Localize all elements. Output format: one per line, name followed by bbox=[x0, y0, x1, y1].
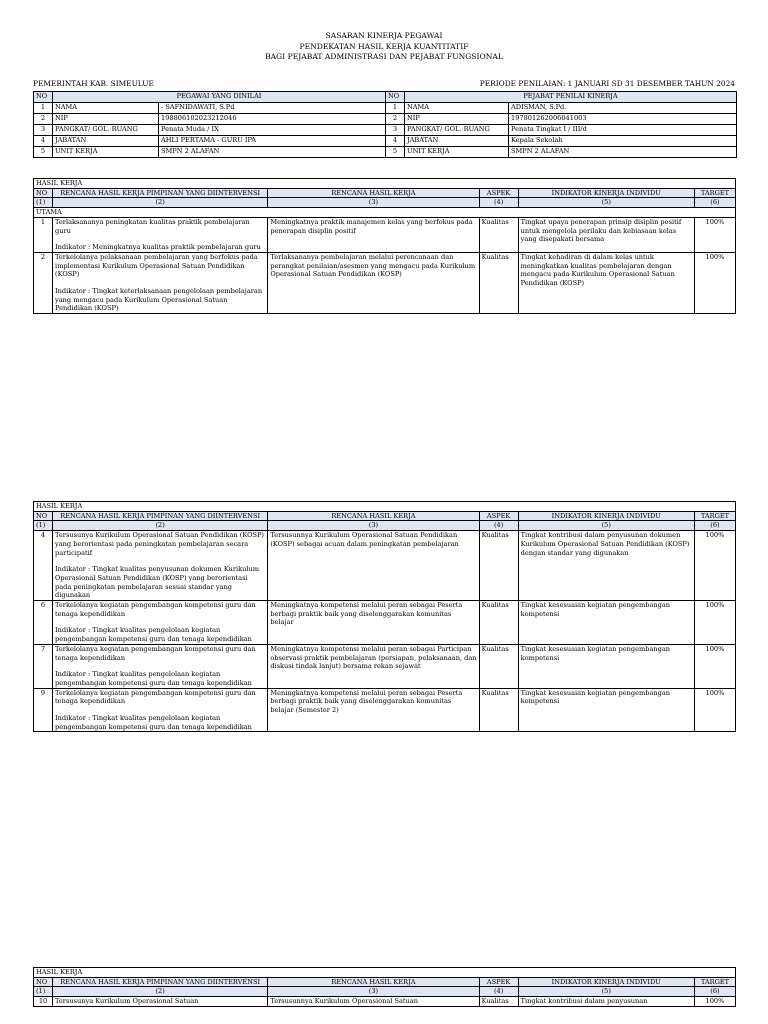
spacer bbox=[55, 706, 265, 714]
info-no: 2 bbox=[386, 114, 405, 125]
hasil-kerja-table-2 bbox=[33, 501, 736, 732]
target: 100% bbox=[694, 252, 735, 313]
table-row bbox=[34, 644, 736, 688]
info-label: NAMA bbox=[405, 103, 509, 114]
table-row bbox=[34, 217, 736, 252]
aspek: Kualitas bbox=[479, 688, 518, 732]
column-header: INDIKATOR KINERJA INDIVIDU bbox=[518, 511, 694, 521]
rencana-hasil-kerja: Meningkatnya praktik manajemen kelas yang berfokus pada penerapan disiplin positif bbox=[268, 217, 479, 252]
aspek: Kualitas bbox=[479, 252, 518, 313]
info-no: 1 bbox=[386, 103, 405, 114]
column-header: TARGET bbox=[694, 188, 735, 198]
spacer bbox=[55, 618, 265, 626]
column-number: (5) bbox=[518, 987, 694, 997]
hasil-kerja-table-1 bbox=[33, 178, 736, 314]
penilai-value: SMPN 2 ALAFAN bbox=[509, 147, 737, 158]
employee-info-table bbox=[33, 91, 737, 158]
indikator-pimpinan: Indikator : Tingkat keterlaksanaan pengelolaan pembelajaran yang mengacu pada Kurikulum Operasional Satuan Pendidikan (KOSP) bbox=[55, 287, 263, 313]
aspek: Kualitas bbox=[479, 644, 518, 688]
periode-label: PERIODE PENILAIAN: 1 JANUARI SD 31 DESEMBER TAHUN 2024 bbox=[479, 79, 735, 88]
column-number: (4) bbox=[479, 987, 518, 997]
column-header: NO bbox=[34, 188, 53, 198]
column-number: (2) bbox=[53, 987, 268, 997]
rencana-hasil-kerja: Meningkatnya kompetensi melalui peran sebagai Participan observasi praktik pembelajaran (persiapan, pelaksanaan, dan diskusi tindak lanjut) bersama rekan sejawat bbox=[268, 644, 479, 688]
column-header: NO bbox=[34, 977, 53, 987]
info-label: PANGKAT/ GOL. RUANG bbox=[53, 125, 159, 136]
column-header: ASPEK bbox=[479, 511, 518, 521]
hasil-kerja-label: HASIL KERJA bbox=[34, 179, 736, 189]
pegawai-value: AHLI PERTAMA - GURU IPA bbox=[159, 136, 386, 147]
column-number: (2) bbox=[53, 521, 268, 531]
table-row bbox=[34, 688, 736, 732]
column-header: ASPEK bbox=[479, 188, 518, 198]
rencana-pimpinan-cell bbox=[53, 217, 268, 252]
indikator-pimpinan: Indikator : Tingkat kualitas pengelolaan kegiatan pengembangan kompetensi guru dan tenaga kependidikan bbox=[55, 626, 252, 644]
aspek: Kualitas bbox=[479, 217, 518, 252]
rencana-pimpinan-cell bbox=[53, 252, 268, 313]
info-label: NAMA bbox=[53, 103, 159, 114]
column-number: (2) bbox=[53, 198, 268, 208]
spacer bbox=[55, 662, 265, 670]
target: 100% bbox=[694, 688, 735, 732]
rencana-hasil-kerja: Terlaksananya pembelajaran melalui perencanaan dan perangkat penilaian/asesmen yang mengacu pada Kurikulum Operasional Satuan Pendidikan (KOSP) bbox=[268, 252, 479, 313]
column-header: ASPEK bbox=[479, 977, 518, 987]
rencana-hasil-kerja: Meningkatnya kompetensi melalui peran sebagai Peserta berbagi praktik baik yang diselenggarakan komunitas belajar (Semester 2) bbox=[268, 688, 479, 732]
column-header: RENCANA HASIL KERJA bbox=[268, 188, 479, 198]
target: 100% bbox=[694, 601, 735, 645]
rencana-pimpinan-cell bbox=[53, 601, 268, 645]
row-no: 4 bbox=[34, 531, 53, 601]
spacer bbox=[55, 557, 265, 565]
info-label: NIP bbox=[53, 114, 159, 125]
rencana-hasil-kerja: Meningkatnya kompetensi melalui peran sebagai Peserta berbagi praktik baik yang diselenggarakan komunitas belajar bbox=[268, 601, 479, 645]
title-line-2: PENDEKATAN HASIL KERJA KUANTITATIF bbox=[299, 41, 469, 51]
column-number-row bbox=[34, 198, 736, 208]
column-number: (4) bbox=[479, 521, 518, 531]
rencana-pimpinan: Tersusunya Kurikulum Operasional Satuan Pendidikan (KOSP) yang berorientasi pada peningkatan pembelajaran secara participatif bbox=[55, 531, 264, 557]
meta-row bbox=[33, 79, 735, 88]
info-row bbox=[34, 125, 737, 136]
info-no: 5 bbox=[34, 147, 53, 158]
column-number: (3) bbox=[268, 198, 479, 208]
column-number-row bbox=[34, 987, 736, 997]
penilai-value: Penata Tingkat I / III/d bbox=[509, 125, 737, 136]
rencana-pimpinan: Terkelolanya kegiatan pengembangan kompetensi guru dan tenaga kependidikan bbox=[55, 644, 256, 662]
column-header: INDIKATOR KINERJA INDIVIDU bbox=[518, 977, 694, 987]
info-row bbox=[34, 114, 737, 125]
rencana-pimpinan-cell bbox=[53, 688, 268, 732]
column-number: (1) bbox=[34, 198, 53, 208]
rencana-pimpinan: Tersusunya Kurikulum Operasional Satuan bbox=[55, 997, 199, 1006]
indikator-kinerja: Tingkat kesesuaian kegiatan pengembangan kompetensi bbox=[518, 601, 694, 645]
rencana-pimpinan: Terkelolanya kegiatan pengembangan kompetensi guru dan tenaga kependidikan bbox=[55, 601, 256, 618]
utama-label: UTAMA bbox=[34, 208, 736, 218]
table-row bbox=[34, 252, 736, 313]
column-header: RENCANA HASIL KERJA PIMPINAN YANG DIINTERVENSI bbox=[53, 188, 268, 198]
column-number: (4) bbox=[479, 198, 518, 208]
hasil-kerja-label: HASIL KERJA bbox=[34, 968, 736, 978]
instansi-label: PEMERINTAH KAB. SIMEULUE bbox=[33, 79, 154, 88]
row-no: 10 bbox=[34, 997, 53, 1007]
column-header: RENCANA HASIL KERJA PIMPINAN YANG DIINTERVENSI bbox=[53, 977, 268, 987]
row-no: 2 bbox=[34, 252, 53, 313]
indikator-kinerja: Tingkat kehadiran di dalam kelas untuk meningkatkan kualitas pembelajaran dengan mengacu pada Kurikulum Operasional Satuan Pendidikan (KOSP) bbox=[518, 252, 694, 313]
info-no: 5 bbox=[386, 147, 405, 158]
info-no: 2 bbox=[34, 114, 53, 125]
info-row bbox=[34, 103, 737, 114]
column-number: (6) bbox=[694, 198, 735, 208]
column-number: (1) bbox=[34, 987, 53, 997]
column-number: (1) bbox=[34, 521, 53, 531]
info-no: 3 bbox=[386, 125, 405, 136]
column-header: RENCANA HASIL KERJA bbox=[268, 511, 479, 521]
column-number: (5) bbox=[518, 521, 694, 531]
row-no: 9 bbox=[34, 688, 53, 732]
column-header: RENCANA HASIL KERJA bbox=[268, 977, 479, 987]
target: 100% bbox=[694, 531, 735, 601]
target: 100% bbox=[694, 217, 735, 252]
column-number: (6) bbox=[694, 521, 735, 531]
spacer bbox=[55, 235, 265, 243]
info-no: 1 bbox=[34, 103, 53, 114]
target: 100% bbox=[694, 997, 735, 1007]
column-header-row bbox=[34, 511, 736, 521]
pegawai-value: SMPN 2 ALAFAN bbox=[159, 147, 386, 158]
spacer bbox=[55, 279, 265, 287]
info-no-header: NO bbox=[34, 92, 53, 103]
pegawai-heading: PEGAWAI YANG DINILAI bbox=[53, 92, 386, 103]
indikator-pimpinan: Indikator : Tingkat kualitas pengelolaan kegiatan pengembangan kompetensi guru dan tenaga kependidikan bbox=[55, 714, 252, 731]
column-header-row bbox=[34, 188, 736, 198]
indikator-kinerja: Tingkat kesesuaian kegiatan pengembangan kompetensi bbox=[518, 688, 694, 732]
rencana-pimpinan-cell bbox=[53, 644, 268, 688]
title-line-1: SASARAN KINERJA PEGAWAI bbox=[325, 31, 443, 40]
info-no-header: NO bbox=[386, 92, 405, 103]
row-no: 6 bbox=[34, 601, 53, 645]
row-no: 1 bbox=[34, 217, 53, 252]
info-no: 3 bbox=[34, 125, 53, 136]
info-no: 4 bbox=[34, 136, 53, 147]
info-label: NIP bbox=[405, 114, 509, 125]
column-number: (5) bbox=[518, 198, 694, 208]
target: 100% bbox=[694, 644, 735, 688]
table-row bbox=[34, 601, 736, 645]
column-header: TARGET bbox=[694, 977, 735, 987]
pegawai-value: - SAFNIDAWATI, S.Pd bbox=[159, 103, 386, 114]
indikator-kinerja: Tingkat kontribusi dalam penyusunan bbox=[518, 997, 694, 1007]
indikator-kinerja: Tingkat upaya penerapan prinsip disiplin positif untuk mengelola perilaku dan kebiasaan kelas yang disepakati bersama bbox=[518, 217, 694, 252]
info-label: PANGKAT/ GOL. RUANG bbox=[405, 125, 509, 136]
column-header-row bbox=[34, 977, 736, 987]
info-row bbox=[34, 136, 737, 147]
rencana-pimpinan: Terlaksananya peningkatan kualitas praktik pembelajaran guru bbox=[55, 217, 250, 235]
info-label: UNIT KERJA bbox=[405, 147, 509, 158]
aspek: Kualitas bbox=[479, 531, 518, 601]
rencana-pimpinan: Terkelolanya kegiatan pengembangan kompetensi guru dan tenaga kependidikan bbox=[55, 688, 256, 706]
row-no: 7 bbox=[34, 644, 53, 688]
indikator-kinerja: Tingkat kesesuaian kegiatan pengembangan kompetensi bbox=[518, 644, 694, 688]
pegawai-value: 198806102023212046 bbox=[159, 114, 386, 125]
indikator-pimpinan: Indikator : Tingkat kualitas pengelolaan kegiatan pengembangan kompetensi guru dan tenaga kependidikan bbox=[55, 670, 252, 687]
info-label: JABATAN bbox=[53, 136, 159, 147]
rencana-pimpinan-cell bbox=[53, 531, 268, 601]
penilai-heading: PEJABAT PENILAI KINERJA bbox=[405, 92, 737, 103]
table-row bbox=[34, 531, 736, 601]
rencana-hasil-kerja: Tersusunnya Kurikulum Operasional Satuan bbox=[268, 997, 479, 1007]
aspek: Kualitas bbox=[479, 601, 518, 645]
column-header: NO bbox=[34, 511, 53, 521]
column-number-row bbox=[34, 521, 736, 531]
info-label: JABATAN bbox=[405, 136, 509, 147]
info-no: 4 bbox=[386, 136, 405, 147]
rencana-pimpinan: Terkelolanya pelaksanaan pembelajaran yang berfokus pada implementasi Kurikulum Operasional Satuan Pendidikan (KOSP) bbox=[55, 252, 258, 279]
info-row bbox=[34, 147, 737, 158]
hasil-kerja-table-3 bbox=[33, 967, 736, 1007]
indikator-pimpinan: Indikator : Tingkat kualitas penyusunan dokumen Kurikulum Operasional Satuan Pendidikan (KOSP) yang berorientasi pada peningkatan pembelajaran sesuai standar yang digunakan bbox=[55, 565, 259, 600]
indikator-kinerja: Tingkat kontribusi dalam penyusunan dokumen Kurikulum Operasional Satuan Pendidikan (KOSP) dengan standar yang digunakan bbox=[518, 531, 694, 601]
column-header: RENCANA HASIL KERJA PIMPINAN YANG DIINTERVENSI bbox=[53, 511, 268, 521]
column-number: (6) bbox=[694, 987, 735, 997]
column-number: (3) bbox=[268, 521, 479, 531]
column-header: INDIKATOR KINERJA INDIVIDU bbox=[518, 188, 694, 198]
aspek: Kualitas bbox=[479, 997, 518, 1007]
info-label: UNIT KERJA bbox=[53, 147, 159, 158]
hasil-kerja-label: HASIL KERJA bbox=[34, 502, 736, 512]
rencana-pimpinan-cell bbox=[53, 997, 268, 1007]
document-title bbox=[0, 31, 768, 63]
pegawai-value: Penata Muda / IX bbox=[159, 125, 386, 136]
penilai-value: ADISMAN, S.Pd. bbox=[509, 103, 737, 114]
indikator-pimpinan: Indikator : Meningkatnya kualitas praktik pembelajaran guru bbox=[55, 243, 261, 252]
column-number: (3) bbox=[268, 987, 479, 997]
penilai-value: 197801262006041003 bbox=[509, 114, 737, 125]
column-header: TARGET bbox=[694, 511, 735, 521]
table-row bbox=[34, 997, 736, 1007]
title-line-3: BAGI PEJABAT ADMINISTRASI DAN PEJABAT FUNGSIONAL bbox=[265, 52, 503, 62]
penilai-value: Kepala Sekolah bbox=[509, 136, 737, 147]
rencana-hasil-kerja: Tersusunnya Kurikulum Operasional Satuan Pendidikan (KOSP) sebagai acuan dalam peningkatan pembelajaran bbox=[268, 531, 479, 601]
